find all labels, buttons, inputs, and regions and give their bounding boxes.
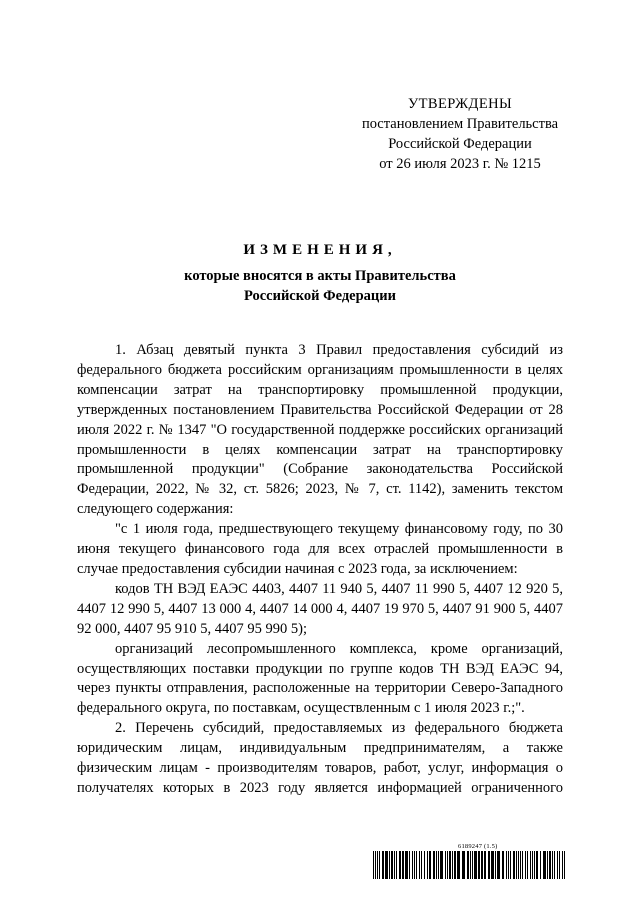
approval-line-3: от 26 июля 2023 г. № 1215 [379,156,541,172]
approval-stamp [345,94,575,174]
document-body [77,341,563,799]
subtitle-line-2: Российской Федерации [243,288,396,304]
paragraph-3: кодов ТН ВЭД ЕАЭС 4403, 4407 11 940 5, 4407 11 990 5, 4407 12 920 5, 4407 12 990 5, 4407 13 000 4, 4407 14 000 4, 4407 19 970 5, 4407 91 900 5, 4407 92 000, 4407 95 910 5, 4407 95 990 5); [77,580,563,637]
approval-line-1: постановлением Правительства [361,116,559,132]
paragraph-5: 2. Перечень субсидий, предоставляемых из федерального бюджета юридическим лицам, индивидуальным предпринимателям, а также физическим лицам - производителям товаров, работ, услуг, информация о получателях которых в 2023 году является информацией ограниченного [77,720,563,796]
paragraph-4: организаций лесопромышленного комплекса, кроме организаций, осуществляющих поставки продукции по группе кодов ТН ВЭД ЕАЭС 94, через пункты отправления, расположенные на территории Северо-Западного федерального округа, по поставкам, осуществленным с 1 июля 2023 г.;". [77,640,563,717]
document-title: ИЗМЕНЕНИЯ, [243,242,397,258]
paragraph-2: "с 1 июля года, предшествующего текущему финансовому году, по 30 июня текущего финансового года для всех отраслей промышленности в случае предоставления субсидии начиная с 2023 года, за исключением: [77,521,563,577]
document-code: 6189247 (1.5) [458,843,498,850]
subtitle-line-1: которые вносятся в акты Правительства [184,268,456,284]
approval-heading: УТВЕРЖДЕНЫ [407,96,513,112]
approval-line-2: Российской Федерации [388,136,532,152]
paragraph-1: 1. Абзац девятый пункта 3 Правил предоставления субсидий из федерального бюджета российским организациям промышленности в целях компенсации затрат на транспортировку промышленной продукции, утвержденных постановлением Правительства Российской Федерации от 28 июля 2022 г. № 1347 "О государственной поддержке российских организаций промышленности в целях компенсации затрат на транспортировку промышленной продукции" (Собрание законодательства Российской Федерации, 2022, № 32, ст. 5826; 2023, № 7, ст. 1142), заменить текстом следующего содержания: [77,342,563,518]
barcode [373,851,566,879]
document-subtitle [0,266,640,306]
